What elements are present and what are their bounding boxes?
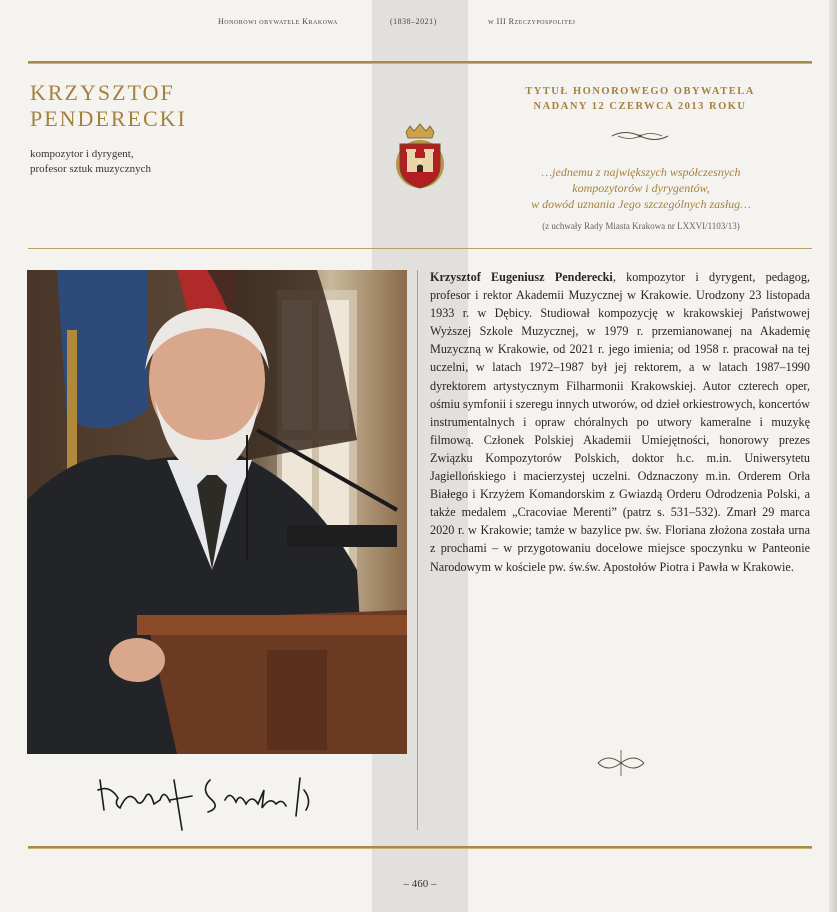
running-head-mid: (1838–2021) [390, 17, 437, 26]
person-name [30, 80, 187, 132]
page-number: – 460 – [403, 878, 437, 890]
honor-title-line2: NADANY 12 CZERWCA 2013 ROKU [533, 101, 747, 112]
honor-title-line1: TYTUŁ HONOROWEGO OBYWATELA [525, 86, 755, 97]
biography-body: , kompozytor i dyrygent, pedagog, profesor i rektor Akademii Muzycznej w Krakowie. Urodzony 23 listopada 1933 r. w Dębicy. Studiował kompozycję w krakowskiej Państwowej Wyższej Szkole Muzycznej, w 1979 r. przemianowanej na Akademię Muzyczną w Krakowie, od 2021 r. jego imienia; od 1958 r. pracował na tej uczelni, w latach 1972–1987 był jej rektorem, a w latach 1987–1990 dyrektorem artystycznym Filharmonii Krakowskiej. Autor czterech oper, ośmiu symfonii i szeregu innych utworów, od dzieł orkiestrowych, koncertów instrumentalnych i opraw chóralnych po utwory kameralne i muzykę filmową. Członek Polskiej Akademii Umiejętności, honorowy prezes Związku Kompozytorów Polskich, doktor h.c. m.in. Uniwersytetu Jagiellońskiego i macierzystej uczelni. Odznaczony m.in. Orderem Orła Białego i Krzyżem Komandorskim z Gwiazdą Orderu Odrodzenia Polski, a także medalem „Cracoviae Merenti” (patrz s. 531–532). Zmarł 29 marca 2020 r. w Krakowie; tamże w bazylice pw. św. Floriana złożona została urna z prochami – w przygotowaniu docelowe miejsce spoczynku w Panteonie Narodowym w kościele pw. św.św. Apostołów Piotra i Pawła w Krakowie. [430, 270, 810, 574]
page-edge [829, 0, 837, 912]
quote-line3: w dowód uznania Jego szczególnych zasług… [531, 197, 751, 211]
quote-line2: kompozytorów i dyrygentów, [572, 181, 710, 195]
quote-line1: …jednemu z największych współczesnych [541, 165, 741, 179]
person-name-line1: KRZYSZTOF [30, 80, 175, 105]
section-rule [28, 248, 812, 249]
running-head-right: w III Rzeczypospolitej [488, 17, 576, 26]
handwritten-signature [90, 760, 350, 840]
portrait-illustration [27, 270, 407, 754]
running-head-left: Honorowi obywatele Krakowa [218, 17, 338, 26]
resolution-source: (z uchwały Rady Miasta Krakowa nr LXXVI/1103/13) [542, 221, 740, 231]
bottom-rule [28, 846, 812, 849]
person-subtitle [30, 147, 151, 177]
flourish-ornament-icon [596, 748, 646, 778]
person-name-line2: PENDERECKI [30, 106, 187, 131]
subtitle-line1: kompozytor i dyrygent, [30, 148, 134, 160]
flourish-ornament-icon [610, 127, 670, 145]
column-divider [417, 270, 418, 830]
subtitle-line2: profesor sztuk muzycznych [30, 163, 151, 175]
portrait-photo [27, 270, 407, 754]
krakow-crest-icon [388, 122, 452, 192]
biography-name: Krzysztof Eugeniusz Penderecki [430, 270, 613, 284]
honor-title [480, 84, 800, 114]
top-rule [28, 61, 812, 64]
biography-text [430, 268, 810, 576]
honor-quote [478, 164, 804, 212]
